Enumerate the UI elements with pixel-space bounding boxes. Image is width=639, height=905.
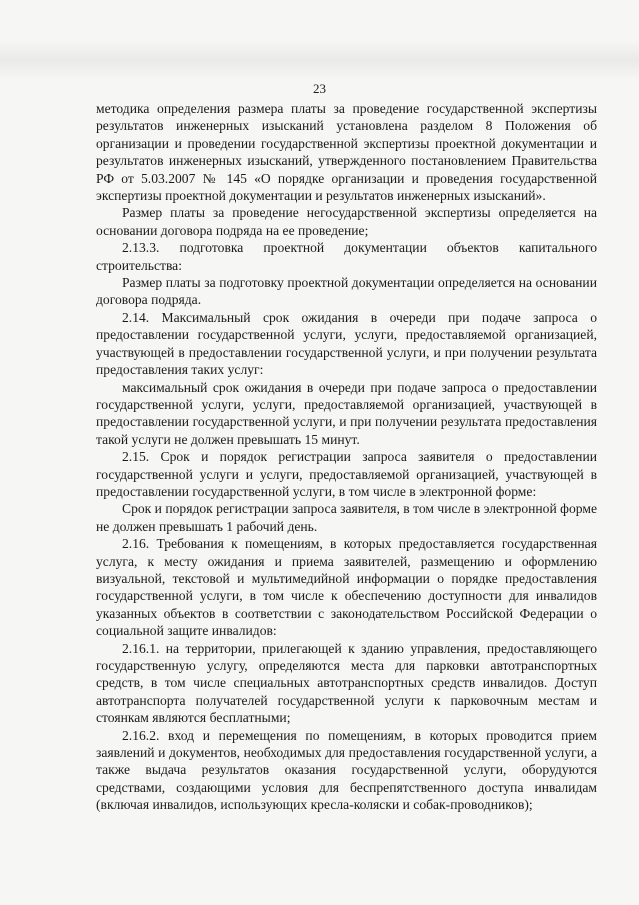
document-body xyxy=(96,100,597,814)
paragraph-registration-term: Срок и порядок регистрации запроса заявителя, в том числе в электронной форме не должен превышать 1 рабочий день. xyxy=(96,501,597,534)
paragraph-2-15: 2.15. Срок и порядок регистрации запроса заявителя о предоставлении государственной услуги и услуги, предоставляемой организацией, участвующей в предоставлении государственной услуги, в том числе в электронной форме: xyxy=(96,449,597,499)
paragraph-max-wait-time: максимальный срок ожидания в очереди при подаче запроса о предоставлении государственной услуги, услуги, предоставляемой организацией, участвующей в предоставлении государственной услуги, и при получении результата предоставления такой услуги не должен превышать 15 минут. xyxy=(96,379,597,447)
paragraph-methodology-fee: методика определения размера платы за проведение государственной экспертизы результатов инженерных изысканий установлена разделом 8 Положения об организации и проведении государственной экспертизы проектной документации и результатов инженерных изысканий, утвержденного постановлением Правительства РФ от 5.03.2007 № 145 «О порядке организации и проведения государственной экспертизы проектной документации и результатов инженерных изысканий». xyxy=(96,101,597,204)
scan-shadow xyxy=(0,40,639,80)
page-number: 23 xyxy=(313,81,326,96)
paragraph-2-13-3: 2.13.3. подготовка проектной документации объектов капитального строительства: xyxy=(96,240,597,273)
paragraph-2-16-2: 2.16.2. вход и перемещения по помещениям, в которых проводится прием заявлений и документов, необходимых для предоставления государственной услуги, а также выдача результатов оказания государственной услуги, оборудуются средствами, создающими условия для беспрепятственного доступа инвалидам (включая инвалидов, использующих кресла-коляски и собак-проводников); xyxy=(96,727,597,813)
paragraph-2-14: 2.14. Максимальный срок ожидания в очереди при подаче запроса о предоставлении государственной услуги, услуги, предоставляемой организацией, участвующей в предоставлении государственной услуги, и при получении результата предоставления таких услуг: xyxy=(96,309,597,378)
paragraph-design-docs-fee: Размер платы за подготовку проектной документации определяется на основании договора подряда. xyxy=(96,275,597,308)
paragraph-2-16: 2.16. Требования к помещениям, в которых предоставляется государственная услуга, к месту ожидания и приема заявителей, размещению и оформлению визуальной, текстовой и мультимедийной информации о порядке предоставления государственной услуги, в том числе к обеспечению доступности для инвалидов указанных объектов в соответствии с законодательством Российской Федерации о социальной защите инвалидов: xyxy=(96,536,597,639)
paragraph-2-16-1: 2.16.1. на территории, прилегающей к зданию управления, предоставляющего государственную услугу, определяются места для парковки автотранспортных средств, в том числе специальных автотранспортных средств инвалидов. Доступ автотранспорта получателей государственной услуги к парковочным местам и стоянкам являются бесплатными; xyxy=(96,640,597,726)
paragraph-nongov-expertise-fee: Размер платы за проведение негосударственной экспертизы определяется на основании договора подряда на ее проведение; xyxy=(96,205,597,238)
